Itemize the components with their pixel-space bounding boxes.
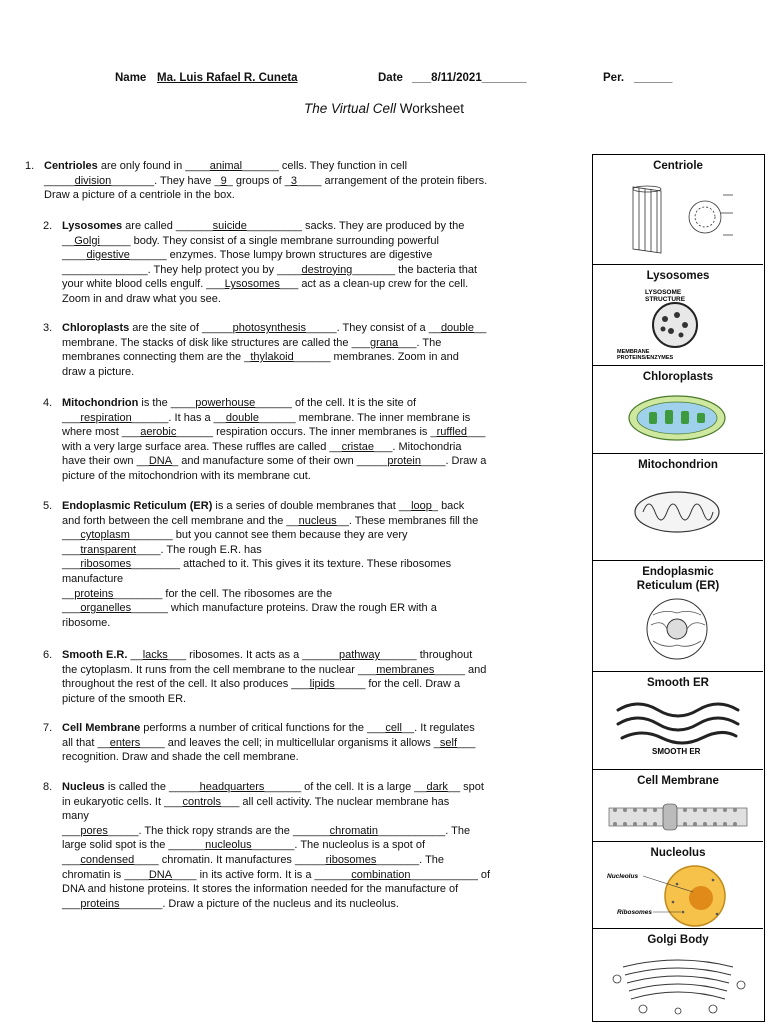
answer-blank: division	[74, 174, 112, 187]
question-endoplasmic-reticulum: 5. Endoplasmic Reticulum (ER) is a series of double membranes that __loop_ back and forth between the cell membrane and the __nucleus__. These membranes fill the ___cytoplasm_______ but you cannot see them because they are very ___transparent____. The rough E.R. has ___ribosomes________ attached to it. This gives it its texture. These ribosomes manufacture __proteins________ for the cell. The ribosomes are the ___organelles______ which manufacture proteins. Draw the rough ER with a ribosome.	[43, 500, 479, 629]
question-term: Nucleus	[62, 781, 105, 793]
cell-membrane-illustration	[603, 790, 753, 840]
question-number: 1.	[25, 160, 35, 172]
name-label: Name	[115, 72, 147, 84]
answer-blank: proteins	[74, 587, 114, 600]
question-term: Mitochondrion	[62, 397, 139, 409]
box-cell-membrane	[593, 770, 763, 842]
title-italic: The Virtual Cell	[303, 101, 396, 116]
answer-blank: double	[440, 322, 474, 334]
question-number: 8.	[43, 781, 53, 793]
question-mitochondrion: 4. Mitochondrion is the ____powerhouse______ of the cell. It is the site of ___respiration______. It has a __double______ membrane. The inner membrane is where most ___aerobic______ respiration occurs. The inner membranes is _ruffled___ with a very large surface area. These ruffles are called __cristae___. Mitochondria have their own __DNA_ and manufacture some of their own _____protein____. Draw a picture of the mitochondrion with its membrane cut.	[43, 397, 487, 482]
title-rest: Worksheet	[396, 101, 465, 116]
question-number: 4.	[43, 397, 53, 409]
box-label: Centriole	[653, 160, 703, 172]
answer-blank: protein	[387, 455, 421, 468]
answer-blank: self	[439, 736, 458, 749]
box-lysosomes	[593, 265, 763, 366]
smooth-er-caption: SMOOTH ER	[652, 747, 701, 756]
question-smooth-er: 6. Smooth E.R. __lacks___ ribosomes. It acts as a ______pathway______ throughout the cytoplasm. It runs from the cell membrane to the nuclear ___membranes_____ and throughout the rest of the cell. It also produces ___lipids_____ for the cell. Draw a picture of the smooth ER.	[43, 649, 487, 705]
answer-blank: Lysosomes	[224, 278, 280, 291]
mitochondrion-illustration	[613, 474, 743, 552]
smooth-er-illustration	[608, 692, 748, 758]
lysosome-caption-top: LYSOSOME STRUCTURE	[645, 289, 686, 304]
answer-blank: digestive	[86, 249, 130, 262]
answer-blank: respiration	[80, 411, 132, 424]
er-illustration	[613, 595, 743, 663]
box-label: Chloroplasts	[642, 371, 714, 383]
date-value: ___8/11/2021_______	[412, 72, 527, 84]
question-term: Cell Membrane	[62, 722, 141, 734]
box-label: Nucleolus	[650, 847, 706, 859]
answer-blank: cytoplasm	[80, 529, 130, 542]
period-label: Per.	[603, 72, 625, 84]
box-label: Mitochondrion	[638, 459, 718, 471]
answer-blank: ribosomes	[325, 853, 377, 866]
answer-blank: destroying	[301, 263, 353, 276]
lysosome-caption-bottom: MEMBRANE PROTEINS/ENZYMES	[617, 349, 674, 362]
answer-blank: nucleus	[298, 514, 337, 527]
answer-blank: suicide	[212, 220, 247, 232]
box-label: Lysosomes	[646, 270, 710, 282]
answer-blank: membranes	[376, 663, 435, 676]
answer-blank: animal	[209, 160, 243, 172]
box-label: Cell Membrane	[637, 775, 719, 787]
question-number: 5.	[43, 500, 53, 512]
answer-blank: powerhouse	[195, 397, 256, 409]
answer-blank: ribosomes	[80, 558, 132, 571]
answer-blank: 3	[290, 174, 298, 187]
question-number: 3.	[43, 322, 53, 334]
period-value: ______	[634, 72, 673, 84]
answer-blank: controls	[182, 795, 221, 808]
answer-blank: ruffled	[436, 426, 467, 439]
answer-blank: condensed	[80, 853, 135, 866]
answer-blank: DNA	[148, 455, 173, 468]
answer-blank: double	[225, 411, 259, 424]
answer-blank: cristae	[341, 440, 375, 453]
ribosomes-tag: Ribosomes	[617, 909, 653, 916]
answer-blank: photosynthesis	[232, 322, 306, 334]
answer-blank: thylakoid	[250, 351, 294, 364]
answer-blank: transparent	[80, 543, 137, 556]
box-golgi-body	[593, 929, 763, 1021]
answer-blank: loop	[411, 500, 432, 512]
nucleolus-tag: Nucleolus	[607, 873, 639, 880]
answer-blank: 9	[220, 174, 227, 187]
question-number: 6.	[43, 649, 53, 661]
answer-blank: combination	[351, 868, 411, 881]
answer-blank: dark	[426, 781, 448, 793]
answer-blank: organelles	[80, 602, 132, 615]
question-nucleus: 8. Nucleus is called the _____headquarters______ of the cell. It is a large __dark__ spot in eukaryotic cells. It ___controls___ all cell activity. The nuclear membrane has many ___pores_____. The thick ropy strands are the ______chromatin___________. The large solid spot is the ______nucleolus_______. The nucleolus is a spot of ___condensed____ chromatin. It manufactures _____ribosomes_______. The chromatin is ____DNA____ in its active form. It is a ______combination___________ of DNA and histone proteins. It stores the information needed for the manufacture of ___proteins_______. Draw a picture of the nucleus and its nucleolus.	[43, 781, 491, 910]
answer-blank: headquarters	[199, 781, 265, 793]
question-term: Lysosomes	[62, 220, 123, 232]
answer-blank: proteins	[80, 897, 120, 910]
question-term: Centrioles	[44, 160, 98, 172]
question-number: 7.	[43, 722, 53, 734]
question-lysosomes: 2. Lysosomes are called ______suicide_________ sacks. They are produced by the __Golgi_____ body. They consist of a single membrane surrounding powerful ____digestive______ enzymes. Those lumpy brown structures are digestive ______________. They help protect you by ____destroying_______ the bacteria that your white blood cells engulf. ___Lysosomes___ act as a clean-up crew for the cell. Zoom in and draw what you see.	[43, 220, 478, 305]
answer-blank: cell	[385, 722, 402, 734]
answer-blank: pathway	[338, 649, 380, 661]
question-term: Endoplasmic Reticulum (ER)	[62, 500, 213, 512]
page-title	[0, 101, 768, 116]
question-term: Smooth E.R.	[62, 649, 128, 661]
box-centriole	[593, 155, 763, 265]
nucleolus-illustration	[603, 862, 753, 928]
answer-blank: lacks	[142, 649, 168, 661]
answer-blank: grana	[369, 336, 399, 349]
drawing-boxes-column	[592, 154, 765, 1022]
question-term: Chloroplasts	[62, 322, 130, 334]
answer-blank: enters	[109, 736, 141, 749]
lysosome-illustration	[613, 285, 743, 362]
box-chloroplasts	[593, 366, 763, 454]
chloroplast-illustration	[613, 386, 743, 448]
answer-blank: lipids	[309, 678, 335, 691]
box-label: Smooth ER	[647, 677, 709, 689]
golgi-illustration	[603, 949, 753, 1019]
answer-blank: aerobic	[140, 426, 177, 439]
answer-blank: pores	[80, 824, 108, 837]
box-endoplasmic-reticulum	[593, 561, 763, 672]
date-label: Date	[378, 72, 403, 84]
answer-blank: Golgi	[74, 234, 100, 247]
box-label: Golgi Body	[647, 934, 709, 946]
centriole-illustration	[613, 175, 743, 259]
box-mitochondrion	[593, 454, 763, 561]
box-nucleolus	[593, 842, 763, 929]
question-cell-membrane: 7. Cell Membrane performs a number of critical functions for the ___cell__. It regulates all that __enters____ and leaves the cell; in multicellular organisms it allows _self___ recognition. Draw and shade the cell membrane.	[43, 722, 476, 764]
question-centrioles: 1. Centrioles are only found in ____animal______ cells. They function in cell _____division_______. They have _9_ groups of _3____ arrangement of the protein fibers. Draw a picture of a centriole in the box.	[25, 160, 488, 202]
box-label: Endoplasmic Reticulum (ER)	[636, 566, 720, 592]
box-smooth-er	[593, 672, 763, 770]
question-chloroplasts: 3. Chloroplasts are the site of _____photosynthesis_____. They consist of a __double__ membrane. The stacks of disk like structures are called the ___grana___. The membranes connecting them are the _thylakoid______ membranes. Zoom in and draw a picture.	[43, 322, 487, 378]
question-number: 2.	[43, 220, 53, 232]
answer-blank: DNA	[148, 868, 173, 881]
answer-blank: nucleolus	[205, 839, 252, 852]
name-value: Ma. Luis Rafael R. Cuneta	[157, 72, 298, 84]
answer-blank: chromatin	[329, 824, 378, 837]
